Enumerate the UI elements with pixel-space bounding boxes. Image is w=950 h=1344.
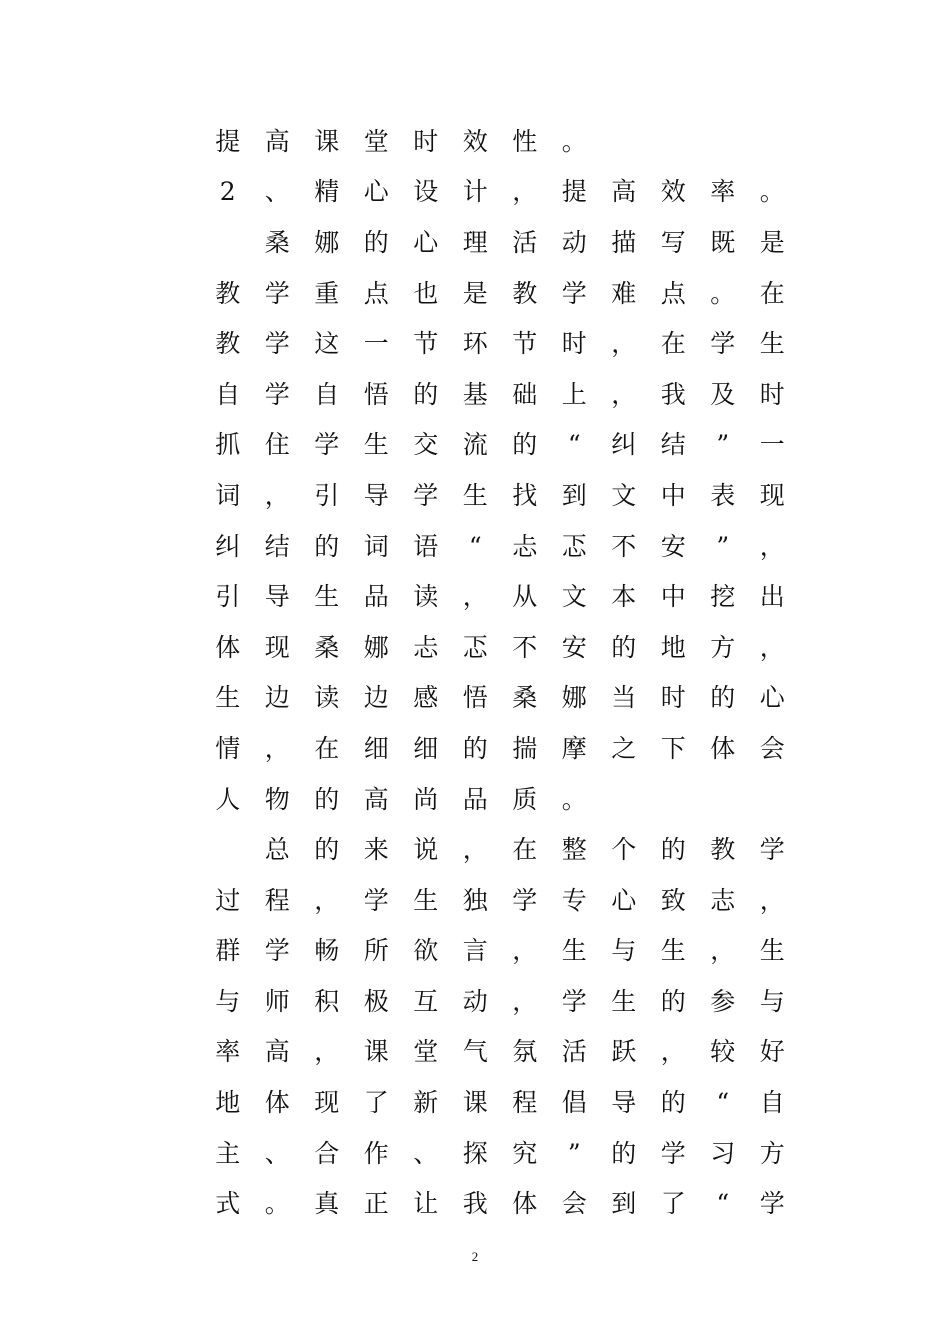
text-line: 情 ， 在 细 细 的 揣 摩 之 下 体 会 (215, 733, 785, 763)
text-line: 教 学 重 点 也 是 教 学 难 点 。 在 (215, 278, 785, 308)
text-line: 教 学 这 一 节 环 节 时 ， 在 学 生 (215, 329, 785, 359)
page-number: 2 (471, 1249, 479, 1264)
text-line: 过 程 ， 学 生 独 学 专 心 致 志 ， (215, 885, 785, 915)
text-line: 体 现 桑 娜 忐 忑 不 安 的 地 方 ， (215, 632, 785, 662)
text-line: 桑 娜 的 心 理 活 动 描 写 既 是 (264, 227, 785, 257)
text-line: 提 高 课 堂 时 效 性 。 (215, 126, 587, 156)
text-line: 群 学 畅 所 欲 言 ， 生 与 生 ， 生 (215, 936, 785, 966)
text-line: 2 、 精 心 设 计 ， 提 高 效 率 。 (219, 177, 785, 207)
text-line: 率 高 ， 课 堂 气 氛 活 跃 ， 较 好 (215, 1037, 785, 1067)
text-line: 生 边 读 边 感 悟 桑 娜 当 时 的 心 (215, 683, 785, 713)
text-line: 抓 住 学 生 交 流 的 “ 纠 结 ” 一 (215, 430, 785, 460)
text-line: 引 导 生 品 读 ， 从 文 本 中 挖 出 (215, 582, 785, 612)
text-line: 与 师 积 极 互 动 ， 学 生 的 参 与 (215, 986, 785, 1016)
text-line: 主 、 合 作 、 探 究 ” 的 学 习 方 (215, 1138, 785, 1168)
text-line: 人 物 的 高 尚 品 质 。 (215, 784, 587, 814)
body-text (203, 116, 803, 1229)
text-line: 式 。 真 正 让 我 体 会 到 了 “ 学 (215, 1189, 785, 1219)
text-line: 自 学 自 悟 的 基 础 上 ， 我 及 时 (215, 379, 785, 409)
text-line: 总 的 来 说 ， 在 整 个 的 教 学 (264, 835, 785, 865)
text-line: 地 体 现 了 新 课 程 倡 导 的 “ 自 (215, 1088, 785, 1118)
text-line: 词 ， 引 导 学 生 找 到 文 中 表 现 (215, 480, 785, 510)
text-line: 纠 结 的 词 语 “ 忐 忑 不 安 ” ， (215, 531, 785, 561)
